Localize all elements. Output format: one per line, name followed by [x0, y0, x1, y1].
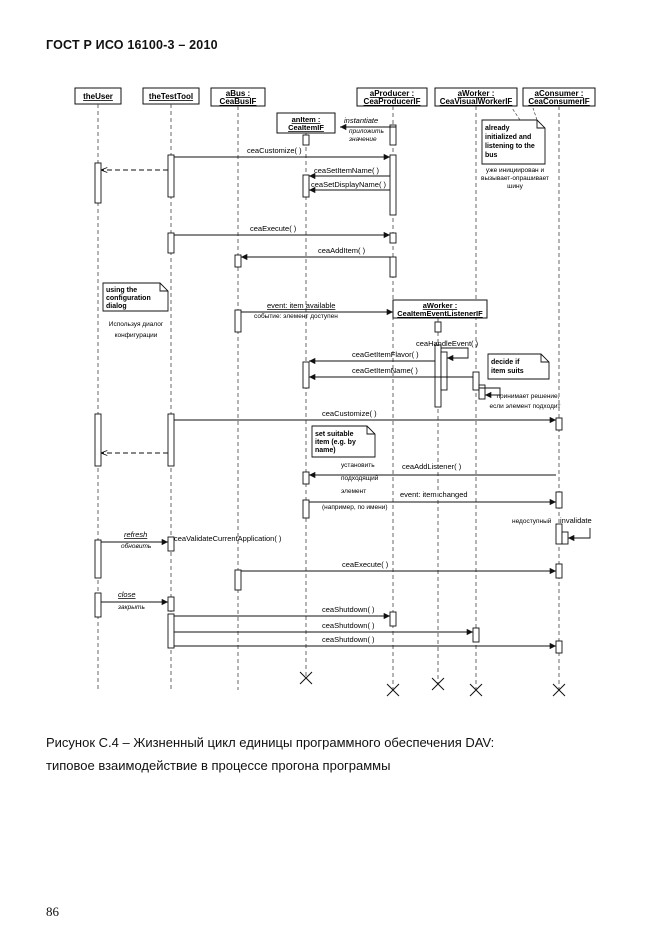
note-config-dialog-line-2: configuration	[106, 295, 151, 302]
figure-caption	[46, 731, 621, 777]
note-config-dialog-ru-2: конфигурации	[114, 332, 158, 339]
note-decide-line-1: decide if	[491, 359, 520, 366]
activation-user-2	[95, 414, 101, 466]
activation-listener-1	[435, 322, 441, 332]
activation-tool-2	[168, 233, 174, 253]
label-event-available: event: item available	[267, 301, 336, 310]
label-refresh-ru: обновить	[121, 543, 152, 550]
label-add-listener-ru-1: установить	[341, 462, 375, 469]
activation-item-5	[303, 500, 309, 518]
activation-user-1	[95, 163, 101, 203]
label-event-available-ru: событие: элемент доступен	[254, 313, 338, 320]
activation-consumer-3	[556, 524, 562, 544]
activation-tool-6	[168, 614, 174, 648]
activation-worker-1	[473, 372, 479, 390]
note-set-item-line-2: item (e.g. by	[315, 439, 356, 446]
activation-bus-1	[235, 255, 241, 267]
label-validate-app: ceaValidateCurrentApplication( )	[174, 534, 282, 543]
activation-tool-5	[168, 597, 174, 611]
activation-producer-5	[390, 612, 396, 626]
note-worker-ready-ru-1: уже инициирован и	[485, 167, 545, 174]
label-set-display-name: ceaSetDisplayName( )	[311, 180, 387, 189]
label-close: close	[118, 590, 136, 599]
lifeline-user-name: theUser	[83, 92, 113, 101]
label-refresh: refresh	[124, 530, 148, 539]
activation-user-4	[95, 593, 101, 617]
label-shutdown-consumer: ceaShutdown( )	[322, 635, 375, 644]
activation-consumer-1	[556, 418, 562, 430]
activation-producer-2	[390, 155, 396, 215]
activation-consumer-5	[556, 564, 562, 578]
lifeline-consumer-type: CeaConsumerIF	[528, 97, 590, 106]
activation-consumer-4	[562, 532, 568, 544]
label-event-changed: event: item changed	[400, 490, 468, 499]
object-item-type: CeaItemIF	[288, 123, 324, 132]
standard-header: ГОСТ Р ИСО 16100-3 – 2010	[46, 38, 218, 52]
lifeline-worker-name: aWorker :	[457, 89, 495, 98]
activation-worker-3	[473, 628, 479, 642]
page-number: 86	[46, 904, 59, 919]
label-instantiate-ru-2: значение	[349, 136, 377, 143]
object-item-name: anItem :	[291, 115, 321, 124]
label-invalidate: invalidate	[560, 516, 592, 525]
activation-item-3	[303, 362, 309, 388]
activation-user-3	[95, 540, 101, 578]
activation-producer-3	[390, 233, 396, 243]
activation-bus-2	[235, 310, 241, 332]
msg-invalidate	[568, 528, 590, 538]
destroy-mark-producer	[387, 684, 399, 696]
label-get-item-flavor: ceaGetItemFlavor( )	[352, 350, 419, 359]
note-set-item-line-1: set suitable	[315, 431, 354, 438]
note-config-dialog-ru-1: Используя диалог	[108, 321, 164, 328]
note-worker-ready-ru-3: шину	[507, 183, 523, 190]
activation-listener-2	[435, 345, 441, 407]
activation-tool-3	[168, 414, 174, 466]
activation-consumer-2	[556, 492, 562, 508]
object-listener-name: aWorker :	[422, 301, 458, 310]
label-instantiate-ru-1: приложить	[349, 128, 384, 135]
note-decide-ru-1: принимает решение,	[496, 393, 560, 400]
activation-item-4	[303, 472, 309, 484]
activation-worker-2	[479, 385, 485, 399]
figure-caption-line-2: типовое взаимодействие в процессе прогона программы	[46, 758, 391, 773]
note-worker-ready-line-2: initialized and	[485, 134, 532, 141]
note-set-item-line-3: name)	[315, 447, 336, 454]
label-shutdown-worker: ceaShutdown( )	[322, 621, 375, 630]
note-worker-ready-line-1: already	[485, 125, 510, 132]
lifeline-tool-name: theTestTool	[148, 92, 194, 101]
label-add-listener-ru-3: элемент	[341, 488, 367, 495]
activation-tool-1	[168, 155, 174, 197]
label-event-changed-ru: (например, по имени)	[322, 504, 388, 511]
label-close-ru: закрыть	[118, 604, 145, 611]
note-config-dialog-line-1: using the	[106, 287, 138, 294]
destroy-mark-listener	[432, 678, 444, 690]
label-get-item-name: ceaGetItemName( )	[352, 366, 418, 375]
lifeline-bus-name: aBus :	[225, 89, 251, 98]
label-add-listener-ru-2: подходящий	[341, 475, 379, 482]
label-customize-1: ceaCustomize( )	[247, 146, 302, 155]
destroy-mark-consumer	[553, 684, 565, 696]
label-customize-2: ceaCustomize( )	[322, 409, 377, 418]
label-handle-event: ceaHandleEvent( )	[416, 339, 479, 348]
activation-consumer-6	[556, 641, 562, 653]
activation-listener-3	[441, 352, 447, 390]
note-config-dialog-line-3: dialog	[106, 303, 127, 310]
note-worker-ready-ru-2: вызывает-опрашивает	[481, 175, 549, 182]
activation-item-1	[303, 135, 309, 145]
activation-producer-4	[390, 257, 396, 277]
label-shutdown-producer: ceaShutdown( )	[322, 605, 375, 614]
lifeline-producer-type: CeaProducerIF	[363, 97, 421, 106]
label-execute-1: ceaExecute( )	[250, 224, 297, 233]
note-worker-ready-line-4: bus	[485, 152, 498, 159]
label-instantiate: instantiate	[344, 116, 379, 125]
label-add-item: ceaAddItem( )	[318, 246, 366, 255]
label-set-item-name: ceaSetItemName( )	[314, 166, 380, 175]
lifeline-worker-type: CeaVisualWorkerIF	[439, 97, 513, 106]
note-decide-line-2: item suits	[491, 368, 524, 375]
note-worker-ready-line-3: listening to the	[485, 143, 535, 150]
destroy-mark-worker	[470, 684, 482, 696]
object-listener-type: CeaItemEventListenerIF	[397, 309, 483, 318]
activation-producer-1	[390, 125, 396, 145]
figure-caption-line-1: Рисунок С.4 – Жизненный цикл единицы программного обеспечения DAV:	[46, 735, 495, 750]
lifeline-consumer-name: aConsumer :	[534, 89, 584, 98]
lifeline-producer-name: aProducer :	[369, 89, 415, 98]
label-add-listener: ceaAddListener( )	[402, 462, 462, 471]
activation-bus-3	[235, 570, 241, 590]
lifeline-bus-type: CeaBusIF	[219, 97, 257, 106]
activation-item-2	[303, 175, 309, 197]
note-decide-ru-2: если элемент подходит	[489, 403, 561, 410]
note-decide-box	[488, 354, 549, 379]
label-invalidate-ru: недоступный	[512, 518, 552, 525]
label-execute-2: ceaExecute( )	[342, 560, 389, 569]
